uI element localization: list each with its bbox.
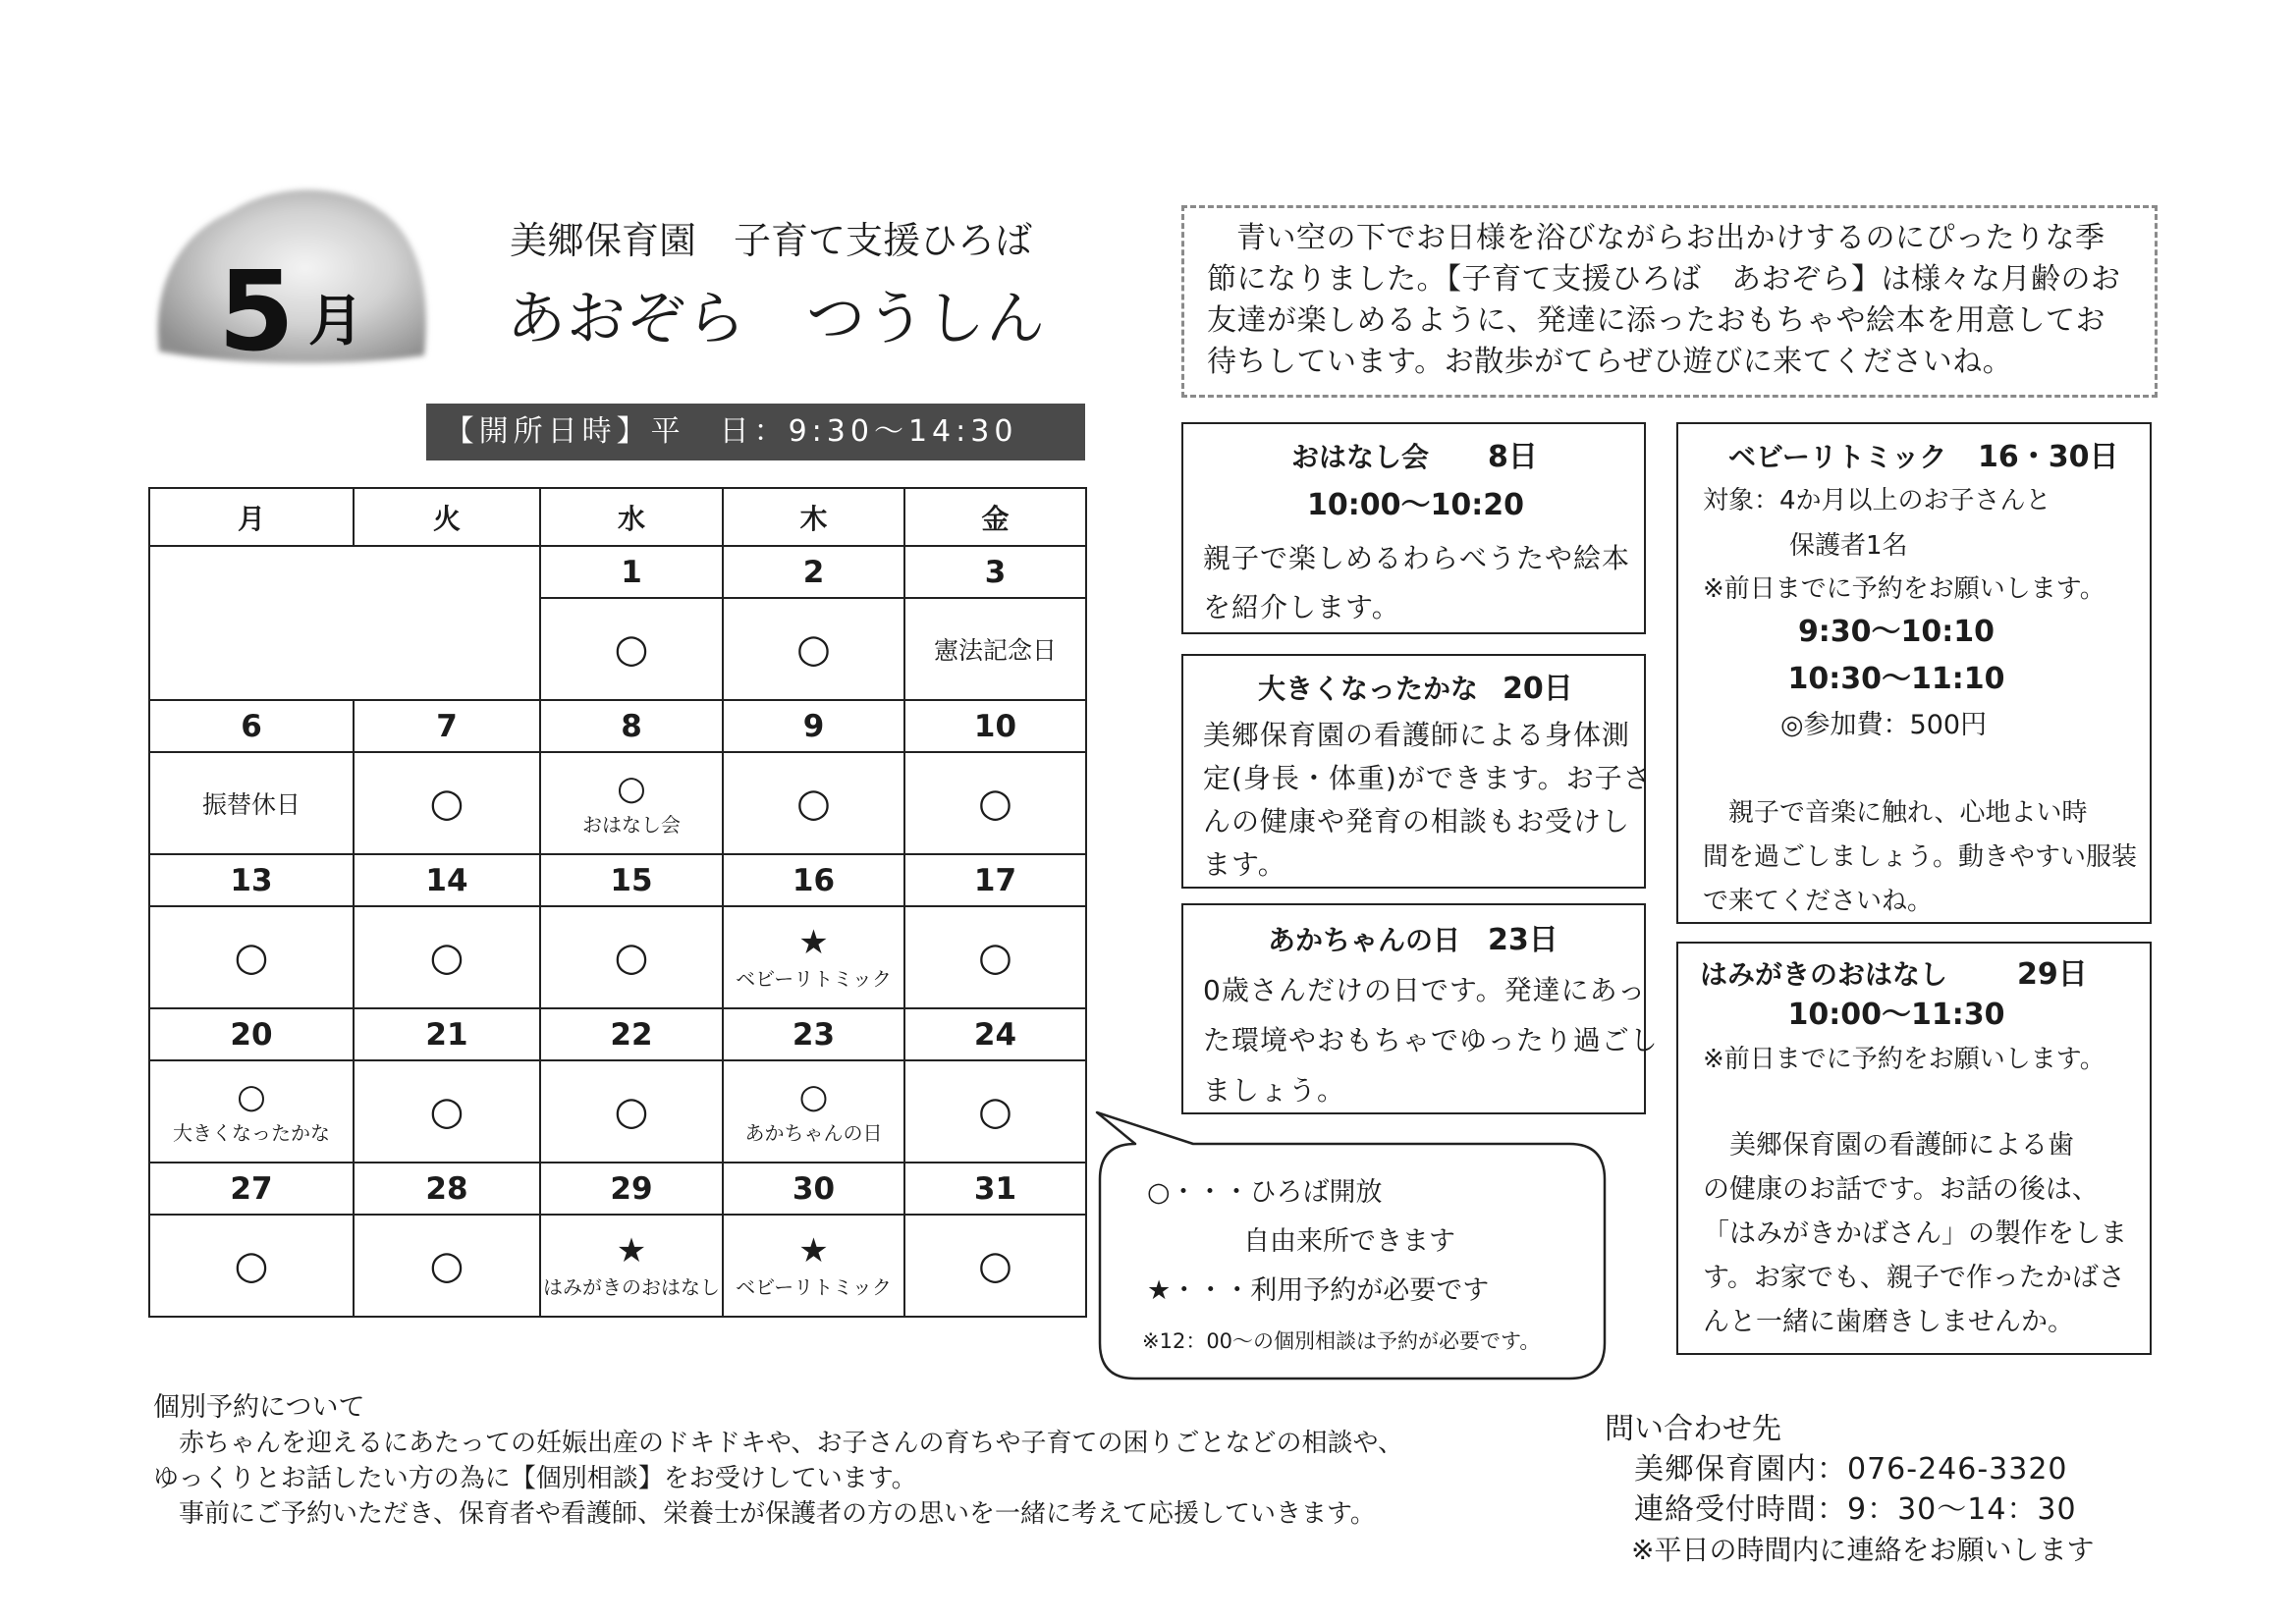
month-unit: 月 <box>308 290 363 353</box>
event-box-hamigaki <box>1676 942 2152 1355</box>
calendar-date-number: 1 <box>540 546 723 598</box>
event-description-line: 定(身長・体重)ができます。お子さ <box>1203 762 1652 794</box>
open-day-circle-icon: ○ <box>978 781 1012 826</box>
month-number: 5 <box>218 248 295 376</box>
event-date: 23日 <box>1488 923 1558 957</box>
event-box-baby-rhythmic <box>1676 422 2152 924</box>
calendar-date-row <box>149 854 1086 906</box>
calendar-content-row <box>149 906 1086 1008</box>
calendar-day-cell <box>540 906 723 1008</box>
consultation-text <box>153 1426 1403 1532</box>
calendar-date-number: 24 <box>904 1008 1086 1060</box>
opening-hours-bar: 【開所日時】平 日：9:30～14:30 <box>426 404 1085 460</box>
intro-text <box>1207 218 2121 383</box>
newsletter-title: あおぞら つうしん <box>507 285 1046 353</box>
calendar-day-cell <box>540 1215 723 1317</box>
event-description <box>1703 1123 2127 1344</box>
calendar-date-number: 9 <box>723 700 904 752</box>
calendar-date-number: 13 <box>149 854 354 906</box>
reservation-star-icon: ★ <box>616 1231 647 1271</box>
calendar-content-row <box>149 752 1086 854</box>
calendar-date-number: 6 <box>149 700 354 752</box>
intro-line: 友達が楽しめるように、発達に添ったおもちゃや絵本を用意してお <box>1207 303 2105 338</box>
calendar-content-row <box>149 1060 1086 1163</box>
event-box-ohanashi <box>1181 422 1646 634</box>
calendar-day-content <box>355 908 539 1006</box>
event-reservation-note: ※前日までに予約をお願いします。 <box>1703 574 2105 604</box>
open-day-circle-icon: ○ <box>429 781 465 826</box>
calendar-day-content <box>150 1062 353 1161</box>
event-description-line: 0歳さんだけの日です。発達にあっ <box>1203 974 1647 1006</box>
open-day-circle-icon: ○ <box>234 1243 269 1288</box>
calendar-day-cell <box>354 1215 540 1317</box>
legend-open-note: 自由来所できます <box>1243 1226 1455 1257</box>
event-time: 10:00～11:30 <box>1787 998 2005 1032</box>
weekday-tue: 火 <box>354 488 540 546</box>
consultation-line: 事前にご予約いただき、保育者や看護師、栄養士が保護者の方の思いを一緒に考えて応援していきます。 <box>179 1499 1376 1529</box>
contact-heading: 問い合わせ先 <box>1605 1412 1781 1446</box>
intro-line: 待ちしています。お散歩がてらぜひ遊びに来てくださいね。 <box>1207 345 2013 379</box>
calendar-day-content <box>150 754 353 852</box>
open-day-circle-icon: ○ <box>234 935 269 980</box>
calendar-day-cell <box>149 906 354 1008</box>
weekday-thu: 木 <box>723 488 904 546</box>
calendar-day-content <box>355 1062 539 1161</box>
calendar-day-cell <box>354 752 540 854</box>
calendar-day-content <box>150 908 353 1006</box>
calendar-day-content <box>355 754 539 852</box>
calendar-date-number: 28 <box>354 1163 540 1215</box>
weekday-mon: 月 <box>149 488 354 546</box>
open-day-circle-icon: ○ <box>978 1089 1012 1134</box>
calendar-day-content <box>541 1062 722 1161</box>
calendar-day-cell <box>904 1215 1086 1317</box>
open-day-circle-icon: ○ <box>796 626 831 672</box>
calendar-day-content <box>905 1217 1085 1315</box>
contact-phone: 美郷保育園内：076-246-3320 <box>1634 1452 2068 1487</box>
calendar-day-cell <box>354 906 540 1008</box>
event-description-line: の健康のお話です。お話の後は、 <box>1703 1174 2099 1205</box>
event-description-line: 間を過ごしましょう。動きやすい服装 <box>1703 842 2138 872</box>
calendar-event-label: ベビーリトミック <box>736 1275 892 1299</box>
calendar-date-row <box>149 700 1086 752</box>
calendar-date-number: 29 <box>540 1163 723 1215</box>
calendar-event-label: あかちゃんの日 <box>744 1121 883 1145</box>
open-day-circle-icon: ○ <box>429 935 465 980</box>
calendar-day-content <box>724 600 903 698</box>
consultation-line: 赤ちゃんを迎えるにあたっての妊娠出産のドキドキや、お子さんの育ちや子育ての困りごとなどの相談や、 <box>179 1429 1403 1458</box>
calendar-header-row <box>149 488 1086 546</box>
calendar-day-content <box>905 908 1085 1006</box>
calendar-day-content <box>541 1217 722 1315</box>
calendar-day-cell <box>540 1060 723 1163</box>
calendar-date-number: 8 <box>540 700 723 752</box>
open-day-circle-icon: ○ <box>614 626 649 672</box>
calendar-day-cell <box>904 906 1086 1008</box>
calendar-day-content <box>541 600 722 698</box>
calendar-day-content <box>724 1217 903 1315</box>
open-day-circle-icon: ○ <box>617 769 646 808</box>
event-reservation-note: ※前日までに予約をお願いします。 <box>1703 1045 2105 1074</box>
open-day-circle-icon: ○ <box>614 935 649 980</box>
calendar-date-number: 15 <box>540 854 723 906</box>
calendar-day-cell <box>723 1215 904 1317</box>
calendar-day-content <box>355 1217 539 1315</box>
calendar-day-cell <box>723 598 904 700</box>
event-description-line: 美郷保育園の看護師による身体測 <box>1203 719 1631 751</box>
event-description-line: を紹介します。 <box>1203 591 1400 623</box>
event-time-slot: 10:30～11:10 <box>1787 662 2005 696</box>
calendar-day-content <box>724 908 903 1006</box>
calendar-date-number: 7 <box>354 700 540 752</box>
calendar-date-number: 23 <box>723 1008 904 1060</box>
calendar-date-number: 14 <box>354 854 540 906</box>
calendar-day-cell <box>723 906 904 1008</box>
calendar-holiday-label: 振替休日 <box>201 790 301 819</box>
event-description-line: た環境やおもちゃでゆったり過ごし <box>1203 1024 1659 1056</box>
open-day-circle-icon: ○ <box>978 1243 1012 1288</box>
consultation-line: ゆっくりとお話したい方の為に【個別相談】をお受けしています。 <box>153 1464 917 1493</box>
calendar-day-cell <box>540 752 723 854</box>
event-target: 対象：4か月以上のお子さんと <box>1703 486 2051 515</box>
calendar-day-content <box>150 1217 353 1315</box>
event-description-line: ましょう。 <box>1203 1074 1346 1107</box>
calendar-holiday-label: 憲法記念日 <box>933 636 1057 665</box>
reservation-star-icon: ★ <box>798 923 829 962</box>
calendar-day-cell <box>904 598 1086 700</box>
calendar-day-content <box>905 754 1085 852</box>
event-title: ベビーリトミック <box>1728 441 1947 473</box>
event-date: 8日 <box>1488 440 1538 474</box>
calendar-day-content <box>905 1062 1085 1161</box>
intro-line: 青い空の下でお日様を浴びながらお出かけするのにぴったりな季 <box>1236 221 2105 255</box>
event-description-line: で来てくださいね。 <box>1703 887 1934 916</box>
calendar-date-number: 17 <box>904 854 1086 906</box>
event-title: 大きくなったかな <box>1258 673 1479 705</box>
event-description-line: 「はみがきかばさん」の製作をしま <box>1703 1218 2127 1249</box>
event-title: おはなし会 <box>1291 441 1430 473</box>
calendar-day-content <box>724 754 903 852</box>
calendar-day-cell <box>723 752 904 854</box>
organization-name: 美郷保育園 子育て支援ひろば <box>510 219 1033 262</box>
calendar-date-row <box>149 1163 1086 1215</box>
calendar-date-number: 2 <box>723 546 904 598</box>
open-day-circle-icon: ○ <box>237 1077 266 1116</box>
calendar-date-number: 3 <box>904 546 1086 598</box>
weekday-wed: 水 <box>540 488 723 546</box>
event-target-guardian: 保護者1名 <box>1789 531 1908 561</box>
event-description <box>1203 714 1652 887</box>
intro-box <box>1181 205 2158 398</box>
calendar-day-content <box>541 754 722 852</box>
event-time: 10:00～10:20 <box>1307 488 1524 522</box>
event-description-line: す。お家でも、親子で作ったかばさ <box>1703 1263 2125 1293</box>
calendar-event-label: ベビーリトミック <box>736 967 892 991</box>
event-description <box>1203 534 1630 632</box>
event-title: あかちゃんの日 <box>1268 924 1461 956</box>
open-day-circle-icon: ○ <box>978 935 1012 980</box>
event-date: 20日 <box>1503 672 1573 706</box>
event-description-line: 美郷保育園の看護師による歯 <box>1729 1130 2074 1161</box>
event-box-akachan <box>1181 903 1659 1114</box>
calendar-date-number: 27 <box>149 1163 354 1215</box>
open-day-circle-icon: ○ <box>429 1243 465 1288</box>
calendar-date-number: 30 <box>723 1163 904 1215</box>
calendar-date-number: 10 <box>904 700 1086 752</box>
event-date: 16・30日 <box>1978 440 2119 474</box>
open-day-circle-icon: ○ <box>429 1089 465 1134</box>
calendar-table <box>148 487 1087 1318</box>
event-date: 29日 <box>2017 957 2088 992</box>
open-day-circle-icon: ○ <box>798 1077 829 1116</box>
calendar-event-label: 大きくなったかな <box>173 1121 330 1145</box>
contact-note: ※平日の時間内に連絡をお願いします <box>1631 1534 2095 1566</box>
calendar-day-cell <box>904 1060 1086 1163</box>
calendar-day-cell <box>904 752 1086 854</box>
event-description-line: んと一緒に歯磨きしませんか。 <box>1703 1307 2074 1337</box>
event-description-line: 親子で音楽に触れ、心地よい時 <box>1728 798 2088 828</box>
reservation-star-icon: ★ <box>798 1231 829 1271</box>
event-description-line: ます。 <box>1203 848 1286 881</box>
consultation-heading: 個別予約について <box>153 1392 365 1423</box>
event-description-line: 親子で楽しめるわらべうたや絵本 <box>1203 542 1631 574</box>
legend-open-mark: ○・・・ひろば開放 <box>1147 1177 1383 1208</box>
open-day-circle-icon: ○ <box>796 781 831 826</box>
event-time-slot: 9:30～10:10 <box>1797 615 1995 649</box>
contact-hours: 連絡受付時間：9：30～14：30 <box>1634 1492 2077 1527</box>
calendar-date-number: 20 <box>149 1008 354 1060</box>
calendar-empty-cell <box>149 546 540 700</box>
event-title: はみがきのおはなし <box>1700 958 1948 991</box>
legend-consultation-note: ※12：00～の個別相談は予約が必要です。 <box>1142 1329 1541 1353</box>
calendar-day-cell <box>149 1215 354 1317</box>
calendar-day-cell <box>149 752 354 854</box>
event-description <box>1703 791 2137 924</box>
weekday-fri: 金 <box>904 488 1086 546</box>
calendar-date-number: 31 <box>904 1163 1086 1215</box>
calendar-day-cell <box>723 1060 904 1163</box>
consultation-section <box>153 1390 1403 1532</box>
calendar-day-content <box>724 1062 903 1161</box>
intro-line: 節になりました。【子育て支援ひろば あおぞら】は様々な月齢のお <box>1207 262 2121 297</box>
calendar-event-label: おはなし会 <box>582 813 681 837</box>
legend-reservation-mark: ★・・・利用予約が必要です <box>1147 1275 1490 1306</box>
calendar-date-number: 16 <box>723 854 904 906</box>
event-description <box>1203 965 1659 1115</box>
calendar-day-cell <box>149 1060 354 1163</box>
contact-section <box>1605 1409 2094 1570</box>
calendar-date-row <box>149 546 1086 598</box>
calendar-date-number: 21 <box>354 1008 540 1060</box>
calendar-day-cell <box>354 1060 540 1163</box>
calendar-date-number: 22 <box>540 1008 723 1060</box>
calendar-content-row <box>149 1215 1086 1317</box>
calendar-event-label: はみがきのおはなし <box>543 1275 720 1299</box>
event-times <box>1678 609 2114 703</box>
calendar-body <box>149 546 1086 1317</box>
calendar-date-row <box>149 1008 1086 1060</box>
event-box-ookiku <box>1181 654 1652 889</box>
calendar-day-content <box>905 600 1085 698</box>
event-fee: ◎参加費：500円 <box>1780 710 1988 740</box>
calendar-day-cell <box>540 598 723 700</box>
event-description-line: んの健康や発育の相談もお受けし <box>1203 805 1631 838</box>
calendar-day-content <box>541 908 722 1006</box>
open-day-circle-icon: ○ <box>614 1089 649 1134</box>
